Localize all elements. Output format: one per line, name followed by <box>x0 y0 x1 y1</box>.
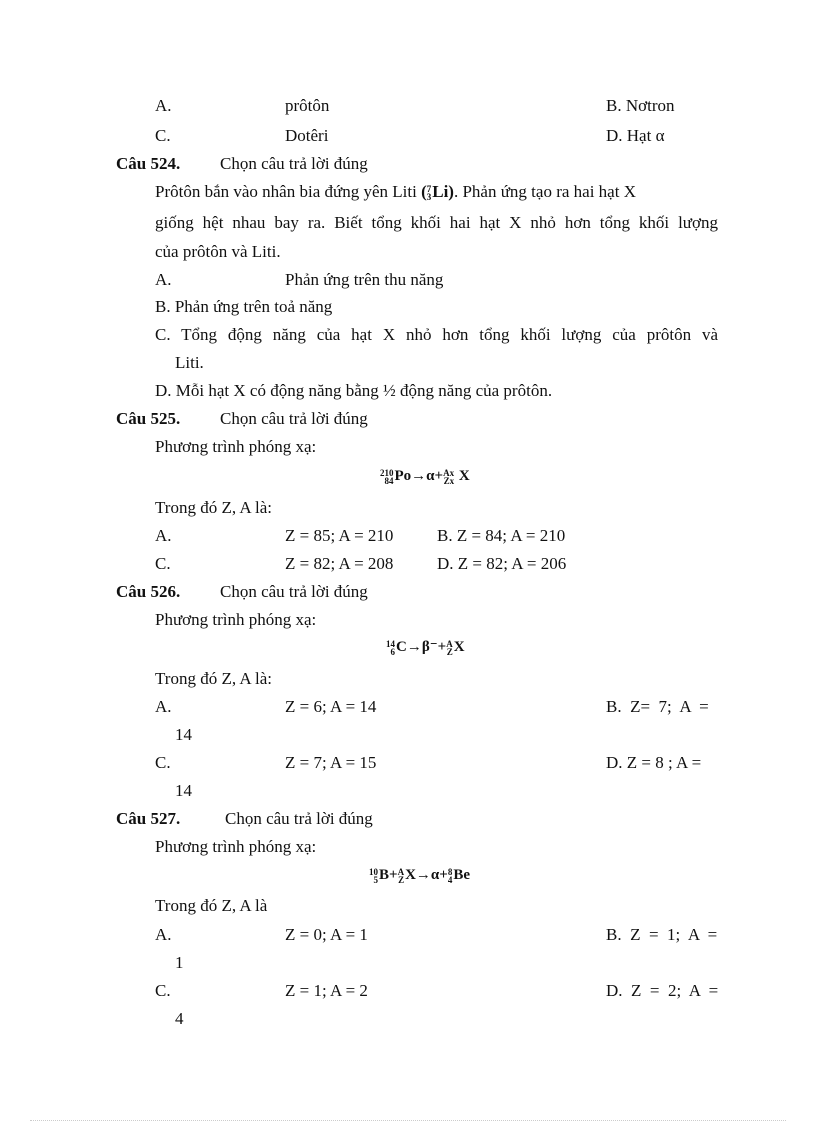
question-intro: Phương trình phóng xạ: <box>155 837 317 856</box>
option-a-letter: A. <box>155 96 172 115</box>
question-instruction: Chọn câu trả lời đúng <box>225 809 373 828</box>
question-label: Câu 527. <box>116 809 181 828</box>
option-c-text: Z = 1; A = 2 <box>285 981 368 1000</box>
option-b-continuation: 1 <box>175 953 184 972</box>
option-c-letter: C. <box>155 753 171 772</box>
question-ask: Trong đó Z, A là: <box>155 669 272 688</box>
option-c-letter: C. <box>155 981 171 1000</box>
option-a-text: Z = 85; A = 210 <box>285 526 394 545</box>
option-c-letter: C. <box>155 126 171 145</box>
option-d-text: D. Z = 2; A = <box>606 981 719 1000</box>
question-label: Câu 524. <box>116 154 181 173</box>
question-stem-line <box>155 182 636 202</box>
option-a-letter: A. <box>155 526 172 545</box>
question-instruction: Chọn câu trả lời đúng <box>220 409 368 428</box>
option-a-text: Z = 6; A = 14 <box>285 697 377 716</box>
option-b-continuation: 14 <box>175 725 192 744</box>
question-label: Câu 525. <box>116 409 181 428</box>
option-a-letter: A. <box>155 270 172 289</box>
li-nuclide-indices: 7 3 <box>426 184 432 203</box>
option-c-continuation: Liti. <box>175 353 204 372</box>
stem-text: Prôtôn bắn vào nhân bia đứng yên Liti <box>155 182 417 201</box>
option-d-text: D. Mỗi hạt X có động năng bằng ½ động năng của prôtôn. <box>155 381 553 400</box>
question-intro: Phương trình phóng xạ: <box>155 437 317 456</box>
option-c-text: Z = 7; A = 15 <box>285 753 377 772</box>
option-a-text: prôtôn <box>285 96 330 115</box>
option-b-text: B. Z = 1; A = <box>606 925 718 944</box>
option-d-text: D. Z = 8 ; A = <box>606 753 702 772</box>
option-c-letter: C. <box>155 554 171 573</box>
decay-equation: 210 84 Po→α+ Ax Zx X <box>380 467 470 486</box>
option-d-text: D. Hạt α <box>606 126 665 145</box>
option-d-text: D. Z = 82; A = 206 <box>437 554 567 573</box>
li-symbol: Li) <box>432 182 454 201</box>
option-a-letter: A. <box>155 697 172 716</box>
question-instruction: Chọn câu trả lời đúng <box>220 582 368 601</box>
question-stem-line: của prôtôn và Liti. <box>155 242 281 261</box>
option-c-text: Dotêri <box>285 126 329 145</box>
option-d-continuation: 14 <box>175 781 192 800</box>
stem-text-end: . Phản ứng tạo ra hai hạt X <box>453 182 636 201</box>
option-c-text: C. Tổng động năng của hạt X nhỏ hơn tổng khối lượng của prôtôn và <box>155 325 718 344</box>
option-d-continuation: 4 <box>175 1009 184 1028</box>
option-a-text: Phản ứng trên thu năng <box>285 270 444 289</box>
decay-equation: 10 5 B+ A Z X→α+ 8 4 Be <box>369 866 471 885</box>
question-ask: Trong đó Z, A là: <box>155 498 272 517</box>
formula-paren: ( <box>421 182 427 201</box>
question-ask: Trong đó Z, A là <box>155 896 268 915</box>
option-a-letter: A. <box>155 925 172 944</box>
question-intro: Phương trình phóng xạ: <box>155 610 317 629</box>
option-b-text: B. Nơtron <box>606 96 675 115</box>
question-instruction: Chọn câu trả lời đúng <box>220 154 368 173</box>
option-b-text: B. Z= 7; A = <box>606 697 709 716</box>
option-c-text: Z = 82; A = 208 <box>285 554 394 573</box>
option-a-text: Z = 0; A = 1 <box>285 925 368 944</box>
option-b-text: B. Z = 84; A = 210 <box>437 526 566 545</box>
page-bottom-divider <box>30 1120 786 1121</box>
question-label: Câu 526. <box>116 582 181 601</box>
question-stem-line: giống hệt nhau bay ra. Biết tổng khối hai hạt X nhỏ hơn tổng khối lượng <box>155 213 718 232</box>
option-b-text: B. Phản ứng trên toả năng <box>155 297 333 316</box>
decay-equation: 14 6 C→β⁻+ A Z X <box>386 638 465 657</box>
